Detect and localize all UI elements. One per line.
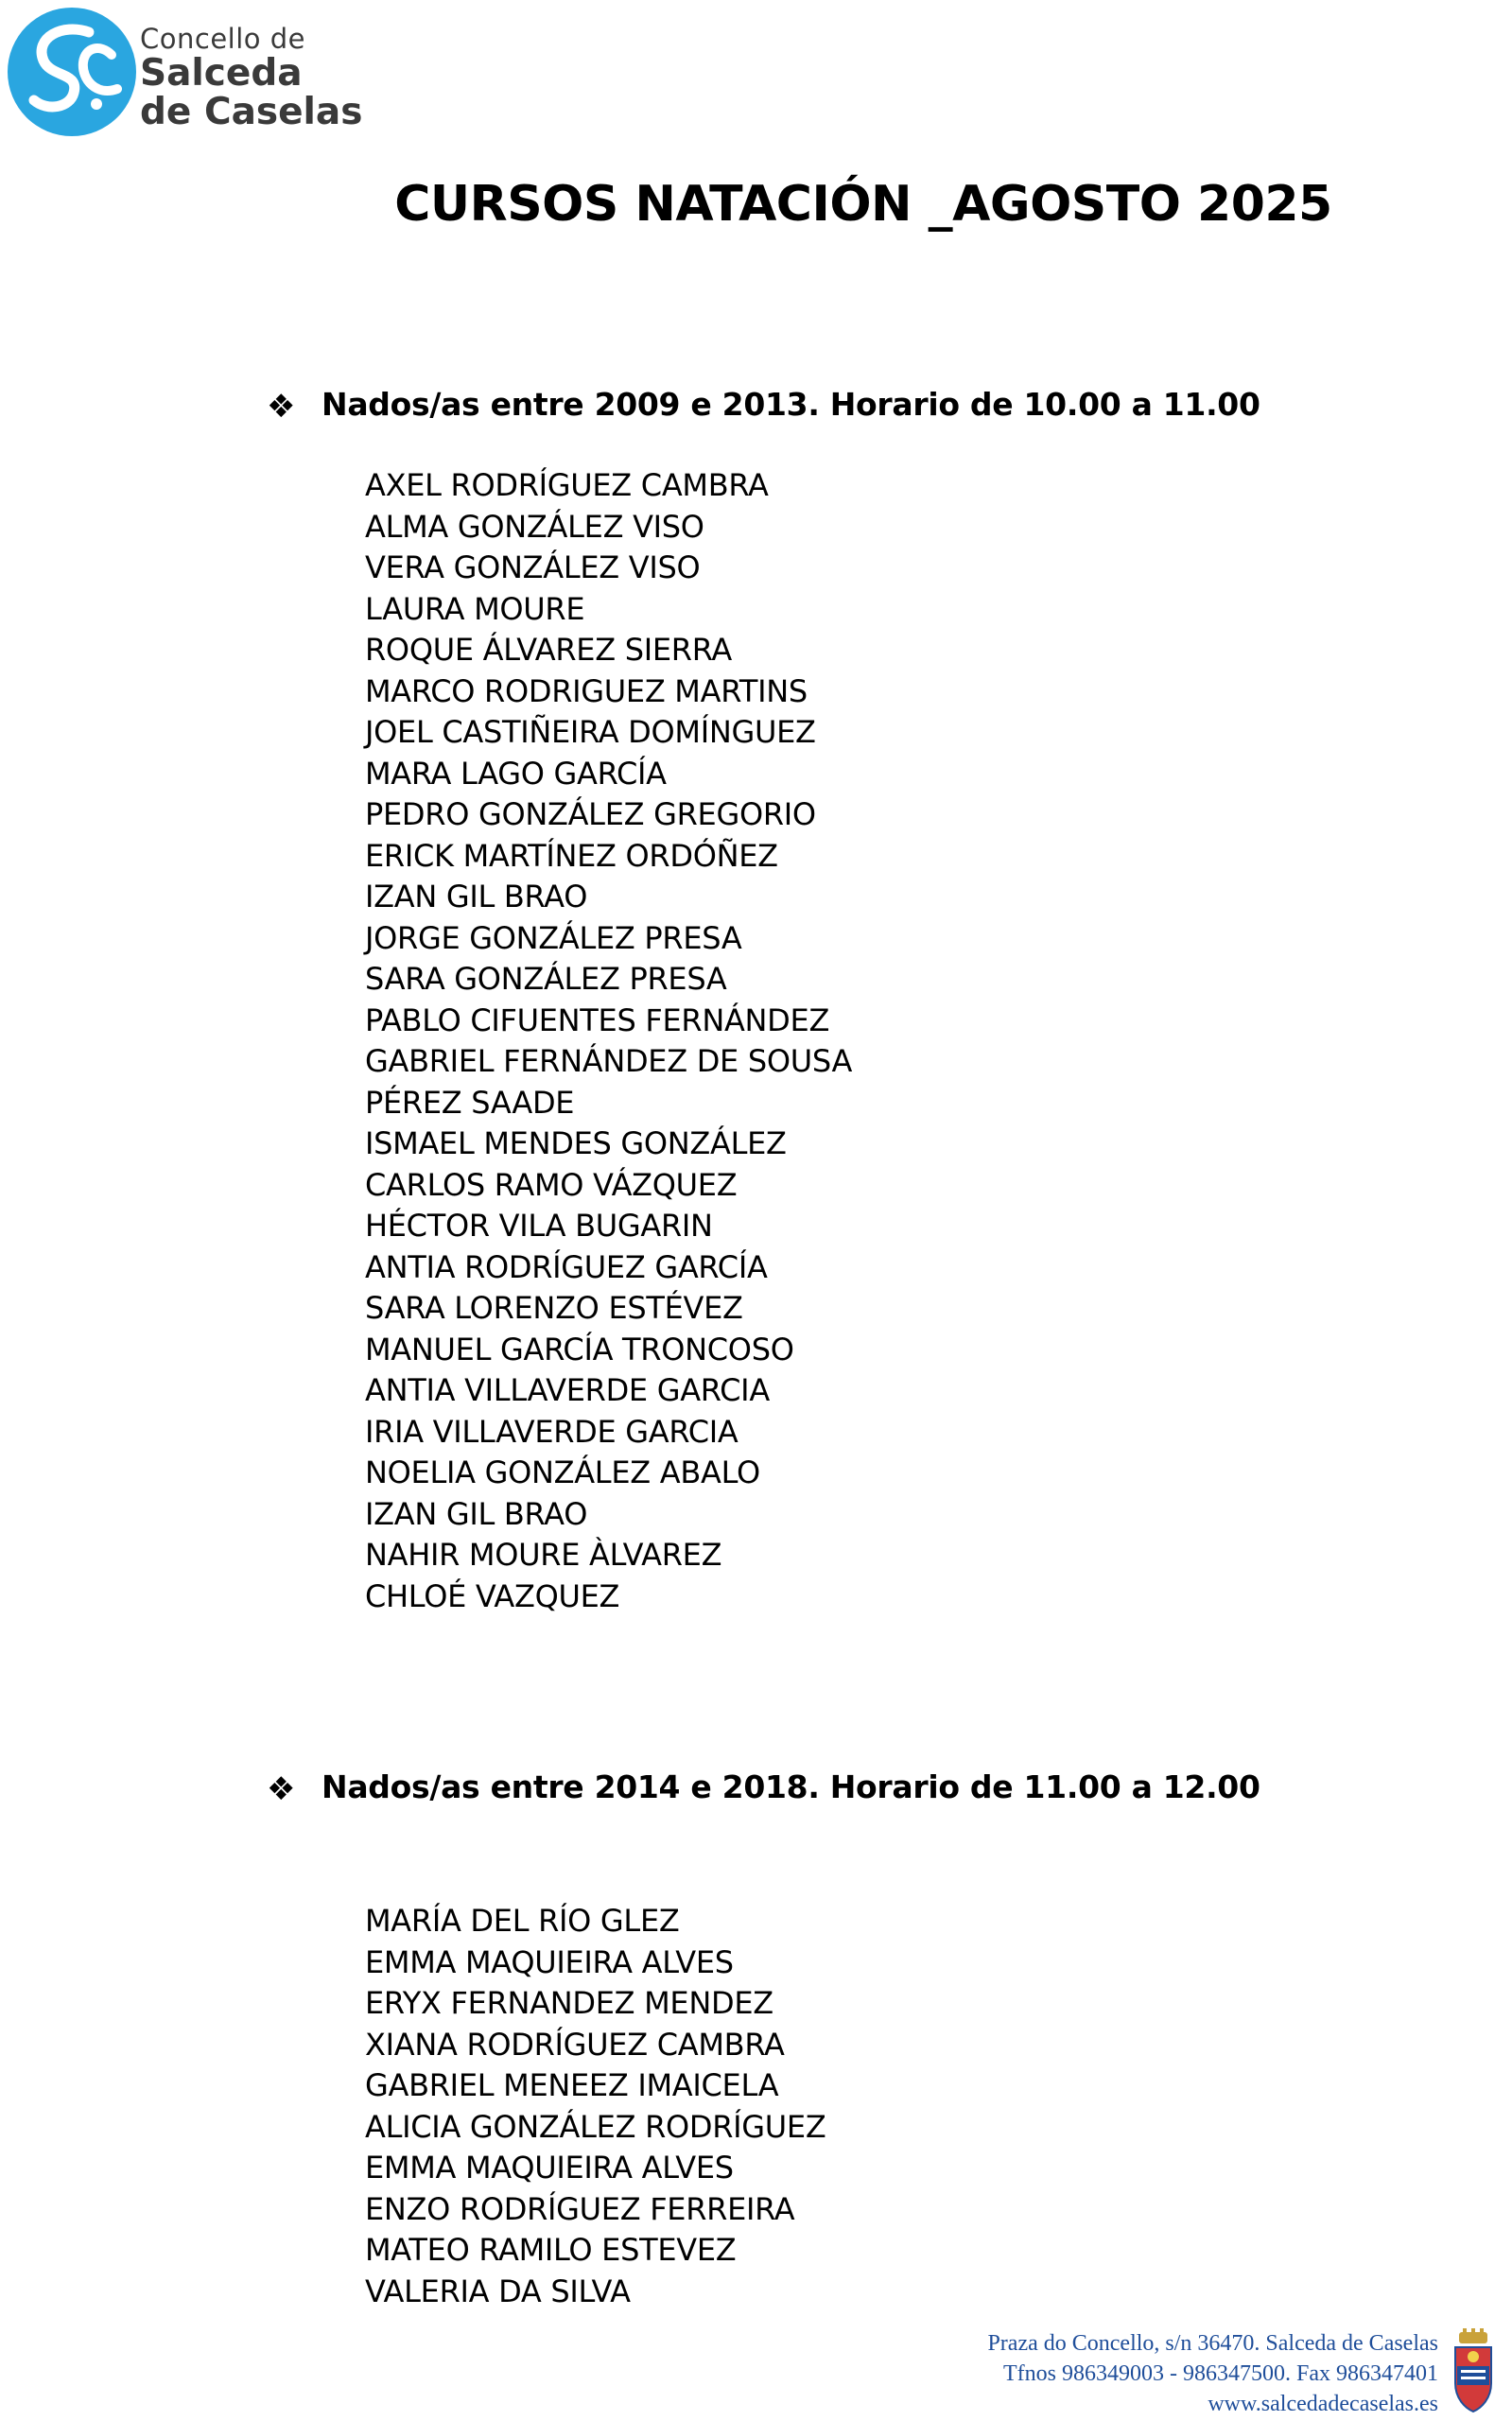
diamond-bullet-icon: ❖ xyxy=(267,387,296,426)
list-item: GABRIEL FERNÁNDEZ DE SOUSA xyxy=(365,1043,853,1079)
section-heading-1 xyxy=(267,386,1260,426)
name-list-2 xyxy=(365,1901,826,2312)
list-item: EMMA MAQUIEIRA ALVES xyxy=(365,2150,734,2186)
list-item: HÉCTOR VILA BUGARIN xyxy=(365,1208,713,1244)
list-item: MATEO RAMILO ESTEVEZ xyxy=(365,2232,737,2268)
list-item: ENZO RODRÍGUEZ FERREIRA xyxy=(365,2190,795,2227)
document-title-wrapper xyxy=(0,176,1512,233)
list-item: MARÍA DEL RÍO GLEZ xyxy=(365,1903,680,1939)
footer-phones: Tfnos 986349003 - 986347500. Fax 986347401 xyxy=(1003,2361,1438,2386)
list-item: JORGE GONZÁLEZ PRESA xyxy=(365,919,742,956)
list-item: ISMAEL MENDES GONZÁLEZ xyxy=(365,1125,787,1161)
list-item: SARA GONZÁLEZ PRESA xyxy=(365,961,727,997)
logo-text-caselas: de Caselas xyxy=(140,91,363,133)
logo-text-concello: Concello de xyxy=(140,23,305,55)
document-title: CURSOS NATACIÓN _AGOSTO 2025 xyxy=(394,176,1332,233)
list-item: CHLOÉ VAZQUEZ xyxy=(365,1577,620,1614)
list-item: AXEL RODRÍGUEZ CAMBRA xyxy=(365,467,769,503)
list-item: IZAN GIL BRAO xyxy=(365,879,588,914)
list-item: SARA LORENZO ESTÉVEZ xyxy=(365,1290,743,1326)
section-heading-text: Nados/as entre 2009 e 2013. Horario de 10.00 a 11.00 xyxy=(322,386,1260,423)
footer xyxy=(987,2328,1438,2419)
name-list-1 xyxy=(365,465,852,1617)
list-item: PEDRO GONZÁLEZ GREGORIO xyxy=(365,796,816,832)
list-item: ALMA GONZÁLEZ VISO xyxy=(365,508,704,545)
list-item: XIANA RODRÍGUEZ CAMBRA xyxy=(365,2026,785,2063)
list-item: IZAN GIL BRAO xyxy=(365,1495,588,1532)
footer-address: Praza do Concello, s/n 36470. Salceda de Caselas xyxy=(987,2331,1438,2356)
section-heading-2 xyxy=(267,1768,1260,1808)
list-item: ALICIA GONZÁLEZ RODRÍGUEZ xyxy=(365,2108,826,2145)
list-item: EMMA MAQUIEIRA ALVES xyxy=(365,1943,734,1980)
list-item: ERICK MARTÍNEZ ORDÓÑEZ xyxy=(365,837,778,874)
list-item: GABRIEL MENEEZ IMAICELA xyxy=(365,2067,779,2103)
logo-text-salceda: Salceda xyxy=(140,52,303,95)
list-item: ANTIA RODRÍGUEZ GARCÍA xyxy=(365,1248,768,1285)
coat-of-arms-icon xyxy=(1450,2328,1497,2413)
list-item: VERA GONZÁLEZ VISO xyxy=(365,549,701,585)
list-item: IRIA VILLAVERDE GARCIA xyxy=(365,1413,739,1450)
list-item: ANTIA VILLAVERDE GARCIA xyxy=(365,1372,770,1408)
sc-logo-mark-icon xyxy=(6,6,138,138)
diamond-bullet-icon: ❖ xyxy=(267,1769,296,1808)
list-item: LAURA MOURE xyxy=(365,590,585,627)
section-heading-text: Nados/as entre 2014 e 2018. Horario de 11.00 a 12.00 xyxy=(322,1768,1260,1805)
list-item: MANUEL GARCÍA TRONCOSO xyxy=(365,1331,794,1367)
list-item: ERYX FERNANDEZ MENDEZ xyxy=(365,1985,773,2021)
list-item: JOEL CASTIÑEIRA DOMÍNGUEZ xyxy=(365,714,816,750)
list-item: CARLOS RAMO VÁZQUEZ xyxy=(365,1166,738,1203)
logo xyxy=(6,6,363,138)
footer-web: www.salcedadecaselas.es xyxy=(1208,2392,1438,2416)
list-item: PABLO CIFUENTES FERNÁNDEZ xyxy=(365,1001,830,1038)
list-item: ROQUE ÁLVAREZ SIERRA xyxy=(365,632,732,668)
list-item: NAHIR MOURE ÀLVAREZ xyxy=(365,1537,722,1573)
list-item: PÉREZ SAADE xyxy=(365,1084,575,1121)
list-item: NOELIA GONZÁLEZ ABALO xyxy=(365,1454,760,1490)
list-item: MARA LAGO GARCÍA xyxy=(365,755,667,792)
list-item: MARCO RODRIGUEZ MARTINS xyxy=(365,672,808,709)
list-item: VALERIA DA SILVA xyxy=(365,2273,631,2309)
